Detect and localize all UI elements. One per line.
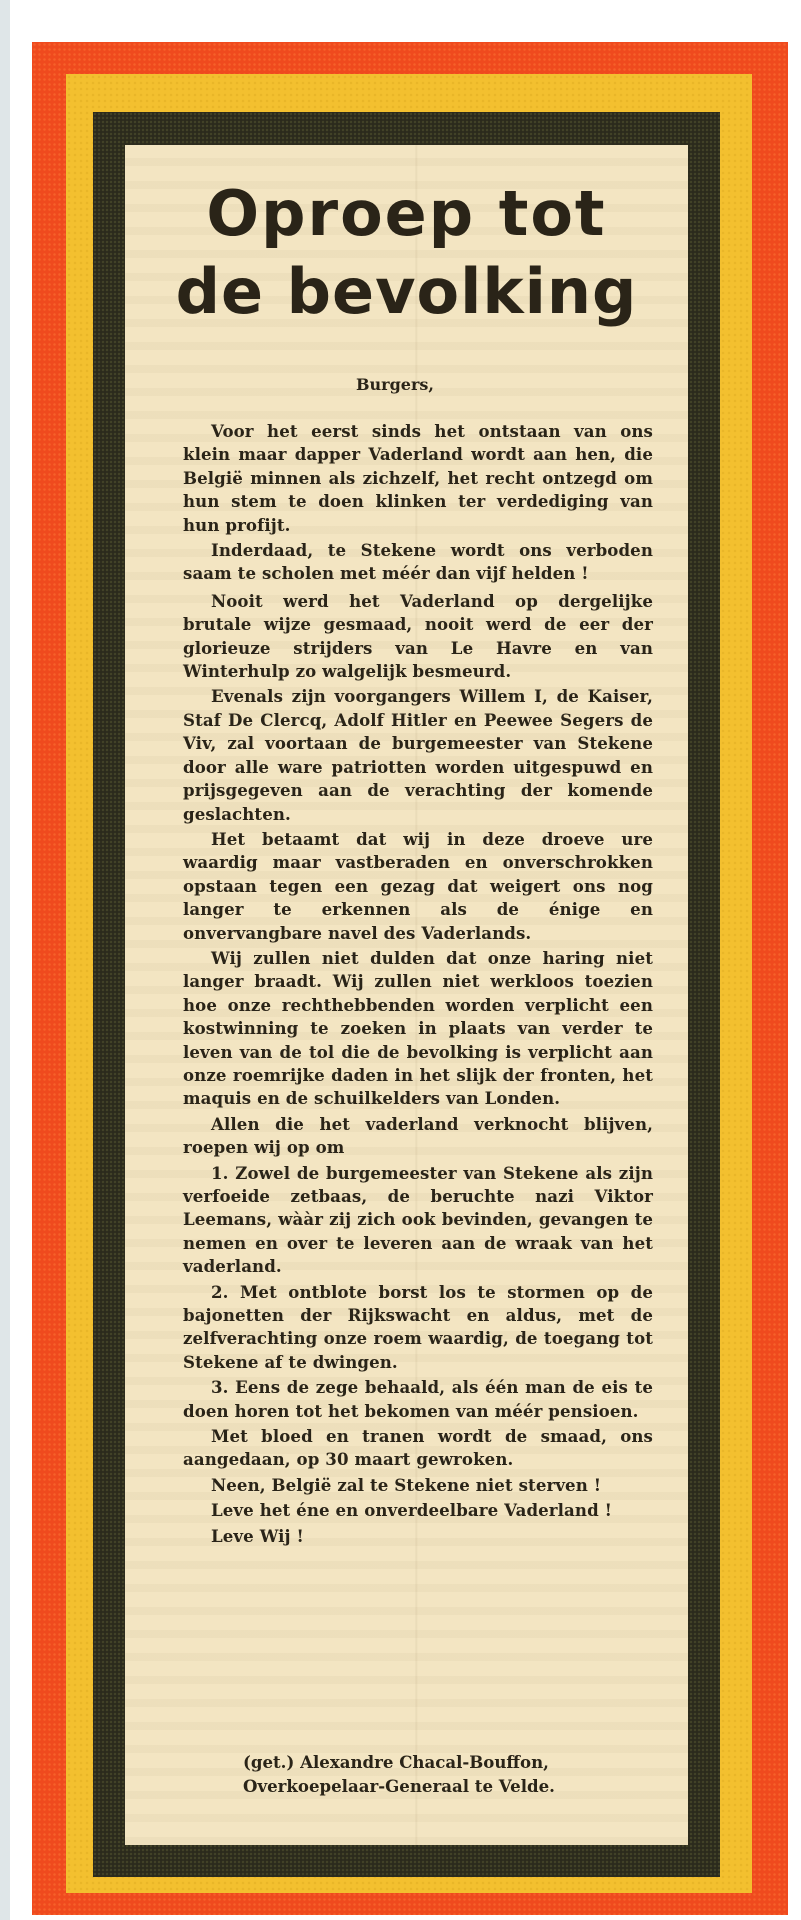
list-item-2: 2. Met ontblote borst los te stormen op de bajonetten der Rijkswacht en aldus, met de zelfverachting onze roem waardig, de toegang tot Stekene af te dwingen. — [183, 1281, 653, 1372]
signature-name: (get.) Alexandre Chacal-Bouffon, — [243, 1752, 549, 1772]
proclamation-body — [183, 420, 653, 1550]
paragraph: Het betaamt dat wij in deze droeve ure waardig maar vastberaden en onverschrokken opstaan tegen een gezag dat weigert ons nog langer te erkennen als de énige en onvervangbare navel des Vaderlands. — [183, 828, 653, 943]
signature — [243, 1750, 683, 1798]
headline — [125, 175, 688, 331]
headline-line-2: de bevolking — [175, 255, 638, 328]
scan-edge — [0, 0, 10, 1920]
paragraph: Inderdaad, te Stekene wordt ons verboden saam te scholen met méér dan vijf helden ! — [183, 540, 653, 584]
headline-line-1: Oproep tot — [206, 177, 607, 250]
paragraph: Leve het éne en onverdeelbare Vaderland ! — [211, 1500, 613, 1521]
list-item-3: 3. Eens de zege behaald, als één man de eis te doen horen tot het bekomen van méér pensioen. — [183, 1377, 653, 1421]
paragraph: Neen, België zal te Stekene niet sterven ! — [211, 1474, 602, 1495]
paragraph: Voor het eerst sinds het ontstaan van ons klein maar dapper Vaderland wordt aan hen, die België minnen als zichzelf, het recht ontzegd om hun stem te doen klinken ter verdediging van hun profijt. — [183, 421, 653, 535]
paragraph: Wij zullen niet dulden dat onze haring niet langer braadt. Wij zullen niet werkloos toezien hoe onze rechthebbenden worden verplicht een kostwinning te zoeken in plaats van verder te leven van de tol die de bevolking is verplicht aan onze roemrijke daden in het slijk der fronten, het maquis en de schuilkelders van Londen. — [183, 947, 653, 1109]
paragraph: Allen die het vaderland verknocht blijven, roepen wij op om — [183, 1113, 653, 1158]
signature-title: Overkoepelaar-Generaal te Velde. — [243, 1776, 555, 1796]
paragraph: Evenals zijn voorgangers Willem I, de Kaiser, Staf De Clercq, Adolf Hitler en Peewee Segers de Viv, zal voortaan de burgemeester van Stekene door alle ware patriotten worden uitgespuwd en prijsgegeven aan de verachting der komende geslachten. — [183, 686, 653, 824]
list-item-1: 1. Zowel de burgemeester van Stekene als zijn verfoeide zetbaas, de beruchte nazi Viktor Leemans, wààr zij zich ook bevinden, gevangen te nemen en over te leveren aan de wraak van het vaderland. — [183, 1162, 653, 1277]
salutation: Burgers, — [356, 375, 434, 394]
paragraph: Met bloed en tranen wordt de smaad, ons aangedaan, op 30 maart gewroken. — [183, 1426, 653, 1470]
paragraph: Leve Wij ! — [211, 1525, 304, 1546]
paragraph: Nooit werd het Vaderland op dergelijke brutale wijze gesmaad, nooit werd de eer der glorieuze strijders van Le Havre en van Winterhulp zo walgelijk besmeurd. — [183, 590, 653, 682]
